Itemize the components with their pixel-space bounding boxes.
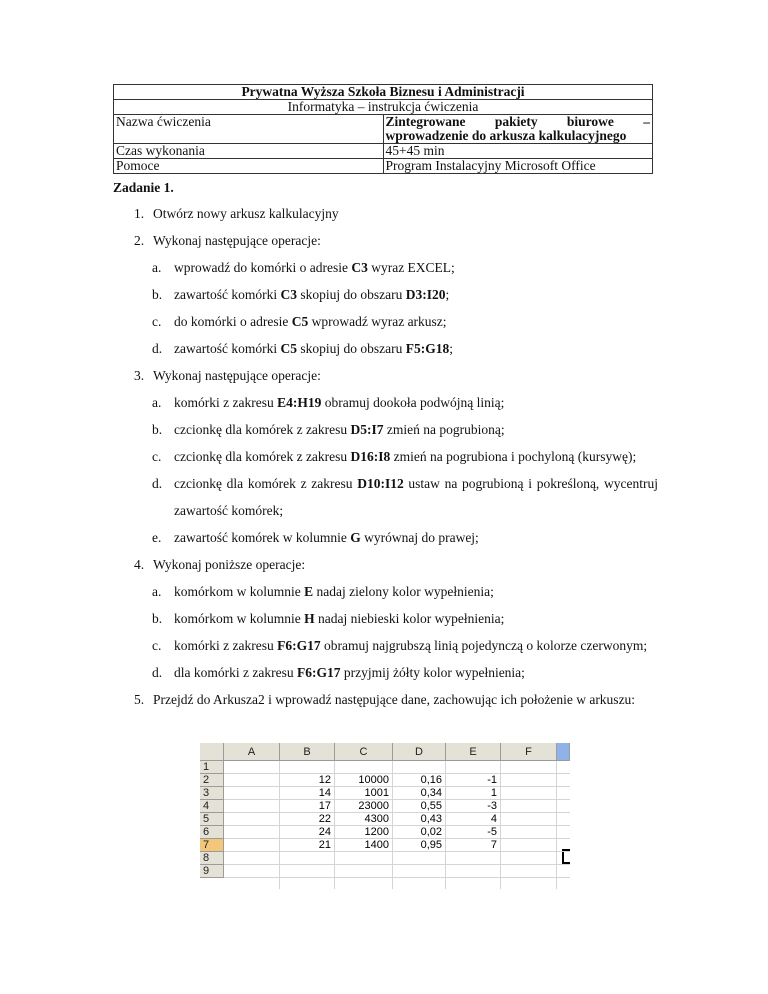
- spreadsheet-cell: 4300: [364, 813, 389, 825]
- task-text: Przejdź do Arkusza2 i wprowadź następujące dane, zachowując ich położenie w arkuszu:: [153, 692, 636, 707]
- spreadsheet-cell: 12: [318, 774, 331, 786]
- spreadsheet-cell: 17: [318, 800, 331, 812]
- row-header: 5: [200, 813, 224, 826]
- duration-label: Czas wykonania: [114, 144, 384, 159]
- grid-line: [224, 864, 570, 865]
- subtask-text: zawartość komórki: [174, 341, 281, 356]
- subtask-text: nadaj niebieski kolor wypełnienia;: [314, 611, 505, 626]
- cell-reference: C5: [280, 341, 297, 356]
- header-row-aids: [114, 159, 653, 174]
- row-header: 7: [200, 839, 224, 852]
- spreadsheet-cell: 0,16: [420, 774, 442, 786]
- task-text: Wykonaj następujące operacje:: [153, 233, 321, 248]
- column-header: F: [501, 743, 557, 761]
- subtask-text: komórki z zakresu: [174, 395, 278, 410]
- row-header: 6: [200, 826, 224, 839]
- subtask-letter: a.: [152, 395, 162, 410]
- spreadsheet-cell: 21: [318, 839, 331, 851]
- subtask-4d: [113, 659, 658, 686]
- cell-reference: C3: [351, 260, 368, 275]
- spreadsheet-cell: 23000: [358, 800, 389, 812]
- subtask-text: ;: [449, 341, 453, 356]
- spreadsheet-cell: 1400: [364, 839, 389, 851]
- task-text: Otwórz nowy arkusz kalkulacyjny: [153, 206, 339, 221]
- column-header: B: [280, 743, 335, 761]
- spreadsheet-cell: -3: [487, 800, 497, 812]
- row-header: 4: [200, 800, 224, 813]
- spreadsheet-cell: 0,02: [420, 826, 442, 838]
- cell-range: E4:H19: [277, 395, 322, 410]
- column-reference: G: [350, 530, 361, 545]
- subtask-4a: [113, 578, 658, 605]
- subtask-letter: b.: [152, 287, 163, 302]
- subtask-text: czcionkę dla komórek z zakresu: [174, 422, 351, 437]
- spreadsheet-cell: 1001: [364, 787, 389, 799]
- column-header: E: [446, 743, 501, 761]
- task-number: 2.: [134, 233, 145, 248]
- subtask-letter: b.: [152, 422, 163, 437]
- subtask-text: zawartość komórki: [174, 287, 281, 302]
- subtask-text: czcionkę dla komórek z zakresu: [174, 449, 351, 464]
- subtask-letter: d.: [152, 476, 163, 491]
- task-title: Zadanie 1.: [113, 180, 174, 195]
- spreadsheet-cell: 4: [490, 813, 497, 825]
- subtask-3a: [113, 389, 658, 416]
- spreadsheet-cell: 22: [318, 813, 331, 825]
- spreadsheet-cell: 0,34: [420, 787, 442, 799]
- column-reference: H: [304, 611, 315, 626]
- subtask-2b: [113, 281, 658, 308]
- spreadsheet-cell: 14: [318, 787, 331, 799]
- exercise-name-value: Zintegrowane pakiety biurowe – wprowadzenie do arkusza kalkulacyjnego: [383, 115, 653, 144]
- header-row-school: [114, 85, 653, 100]
- subtask-3c: [113, 443, 658, 470]
- cell-reference: C5: [291, 314, 309, 329]
- task-item-1: [113, 200, 658, 227]
- subtask-text: komórkom w kolumnie: [174, 611, 305, 626]
- aids-label: Pomoce: [114, 159, 384, 174]
- row-header: 1: [200, 761, 224, 774]
- spreadsheet-cell: 7: [490, 839, 497, 851]
- cell-range: F6:G17: [296, 665, 341, 680]
- row-header: 9: [200, 865, 224, 878]
- subtask-text: komórkom w kolumnie: [174, 584, 305, 599]
- task-item-5: [113, 686, 658, 713]
- header-row-exercise: [114, 115, 653, 144]
- exercise-name-label: Nazwa ćwiczenia: [114, 115, 384, 144]
- row-header: 2: [200, 774, 224, 787]
- column-header: C: [335, 743, 393, 761]
- subtask-text: ustaw na pogrubioną i pokreśloną, wycentruj zawartość komórek;: [174, 476, 658, 518]
- cell-range: F6:G17: [277, 638, 321, 653]
- subtask-text: wprowadź wyraz arkusz;: [308, 314, 447, 329]
- subtask-letter: b.: [152, 611, 163, 626]
- subtask-text: ;: [445, 287, 450, 302]
- task-number: 3.: [134, 368, 145, 383]
- spreadsheet-cell: 1200: [364, 826, 389, 838]
- spreadsheet-cell: 10000: [358, 774, 389, 786]
- subtask-text: czcionkę dla komórek z zakresu: [174, 476, 358, 491]
- task-text: Wykonaj następujące operacje:: [153, 368, 321, 383]
- subtask-4b: [113, 605, 658, 632]
- course-name: Informatyka – instrukcja ćwiczenia: [114, 100, 653, 115]
- spreadsheet-cell: 24: [318, 826, 331, 838]
- subtask-letter: c.: [152, 638, 162, 653]
- subtask-text: zmień na pogrubioną;: [383, 422, 505, 437]
- spreadsheet-cell: 0,95: [420, 839, 442, 851]
- row-header: 8: [200, 852, 224, 865]
- subtask-text: skopiuj do obszaru: [296, 341, 406, 356]
- school-name: Prywatna Wyższa Szkoła Biznesu i Administracji: [114, 85, 653, 100]
- task-number: 5.: [134, 692, 145, 707]
- task-item-3: [113, 362, 658, 389]
- cell-range: D10:I12: [357, 476, 404, 491]
- subtask-text: zawartość komórek w kolumnie: [174, 530, 351, 545]
- subtask-text: skopiuj do obszaru: [296, 287, 406, 302]
- grid-line: [224, 877, 570, 878]
- select-all-corner: [200, 743, 224, 761]
- spreadsheet-cell: 1: [490, 787, 497, 799]
- subtask-text: obramuj najgrubszą linią pojedynczą o kolorze czerwonym;: [320, 638, 648, 653]
- subtask-text: do komórki o adresie: [174, 314, 292, 329]
- duration-value: 45+45 min: [383, 144, 653, 159]
- subtask-3e: [113, 524, 658, 551]
- subtask-2c: [113, 308, 658, 335]
- column-reference: E: [304, 584, 314, 599]
- subtask-text: komórki z zakresu: [174, 638, 278, 653]
- subtask-letter: d.: [152, 665, 163, 680]
- subtask-text: wprowadź do komórki o adresie: [174, 260, 352, 275]
- subtask-2a: [113, 254, 658, 281]
- subtask-letter: a.: [152, 584, 162, 599]
- subtask-text: przyjmij żółty kolor wypełnienia;: [340, 665, 525, 680]
- row-header: 3: [200, 787, 224, 800]
- subtask-text: zmień na pogrubiona i pochyloną (kursywę);: [390, 449, 637, 464]
- cell-range: D3:I20: [405, 287, 446, 302]
- exercise-header-table: [113, 84, 653, 174]
- subtask-text: wyraz EXCEL;: [367, 260, 455, 275]
- subtask-text: dla komórki z zakresu: [174, 665, 297, 680]
- subtask-text: nadaj zielony kolor wypełnienia;: [313, 584, 494, 599]
- task-item-2: [113, 227, 658, 254]
- spreadsheet-screenshot: [200, 743, 570, 889]
- subtask-3b: [113, 416, 658, 443]
- header-row-time: [114, 144, 653, 159]
- cell-range: D5:I7: [350, 422, 384, 437]
- header-row-course: [114, 100, 653, 115]
- column-header: D: [393, 743, 446, 761]
- task-text: Wykonaj poniższe operacje:: [153, 557, 306, 572]
- subtask-4c: [113, 632, 658, 659]
- task-item-4: [113, 551, 658, 578]
- subtask-letter: d.: [152, 341, 163, 356]
- task-list: [113, 200, 658, 713]
- subtask-letter: c.: [152, 314, 162, 329]
- subtask-letter: e.: [152, 530, 162, 545]
- spreadsheet-cell: -1: [487, 774, 497, 786]
- spreadsheet-cell: 0,43: [420, 813, 442, 825]
- subtask-text: obramuj dookoła podwójną linią;: [321, 395, 505, 410]
- cell-range: F5:G18: [405, 341, 450, 356]
- subtask-letter: a.: [152, 260, 162, 275]
- column-header: A: [224, 743, 280, 761]
- spreadsheet-cell: -5: [487, 826, 497, 838]
- selected-column-header: [557, 743, 570, 761]
- subtask-2d: [113, 335, 658, 362]
- aids-value: Program Instalacyjny Microsoft Office: [383, 159, 653, 174]
- spreadsheet-cell: 0,55: [420, 800, 442, 812]
- subtask-text: wyrównaj do prawej;: [360, 530, 479, 545]
- cell-range: D16:I8: [350, 449, 391, 464]
- task-number: 4.: [134, 557, 145, 572]
- cell-reference: C3: [280, 287, 297, 302]
- subtask-3d: [113, 470, 658, 524]
- subtask-letter: c.: [152, 449, 162, 464]
- task-number: 1.: [134, 206, 145, 221]
